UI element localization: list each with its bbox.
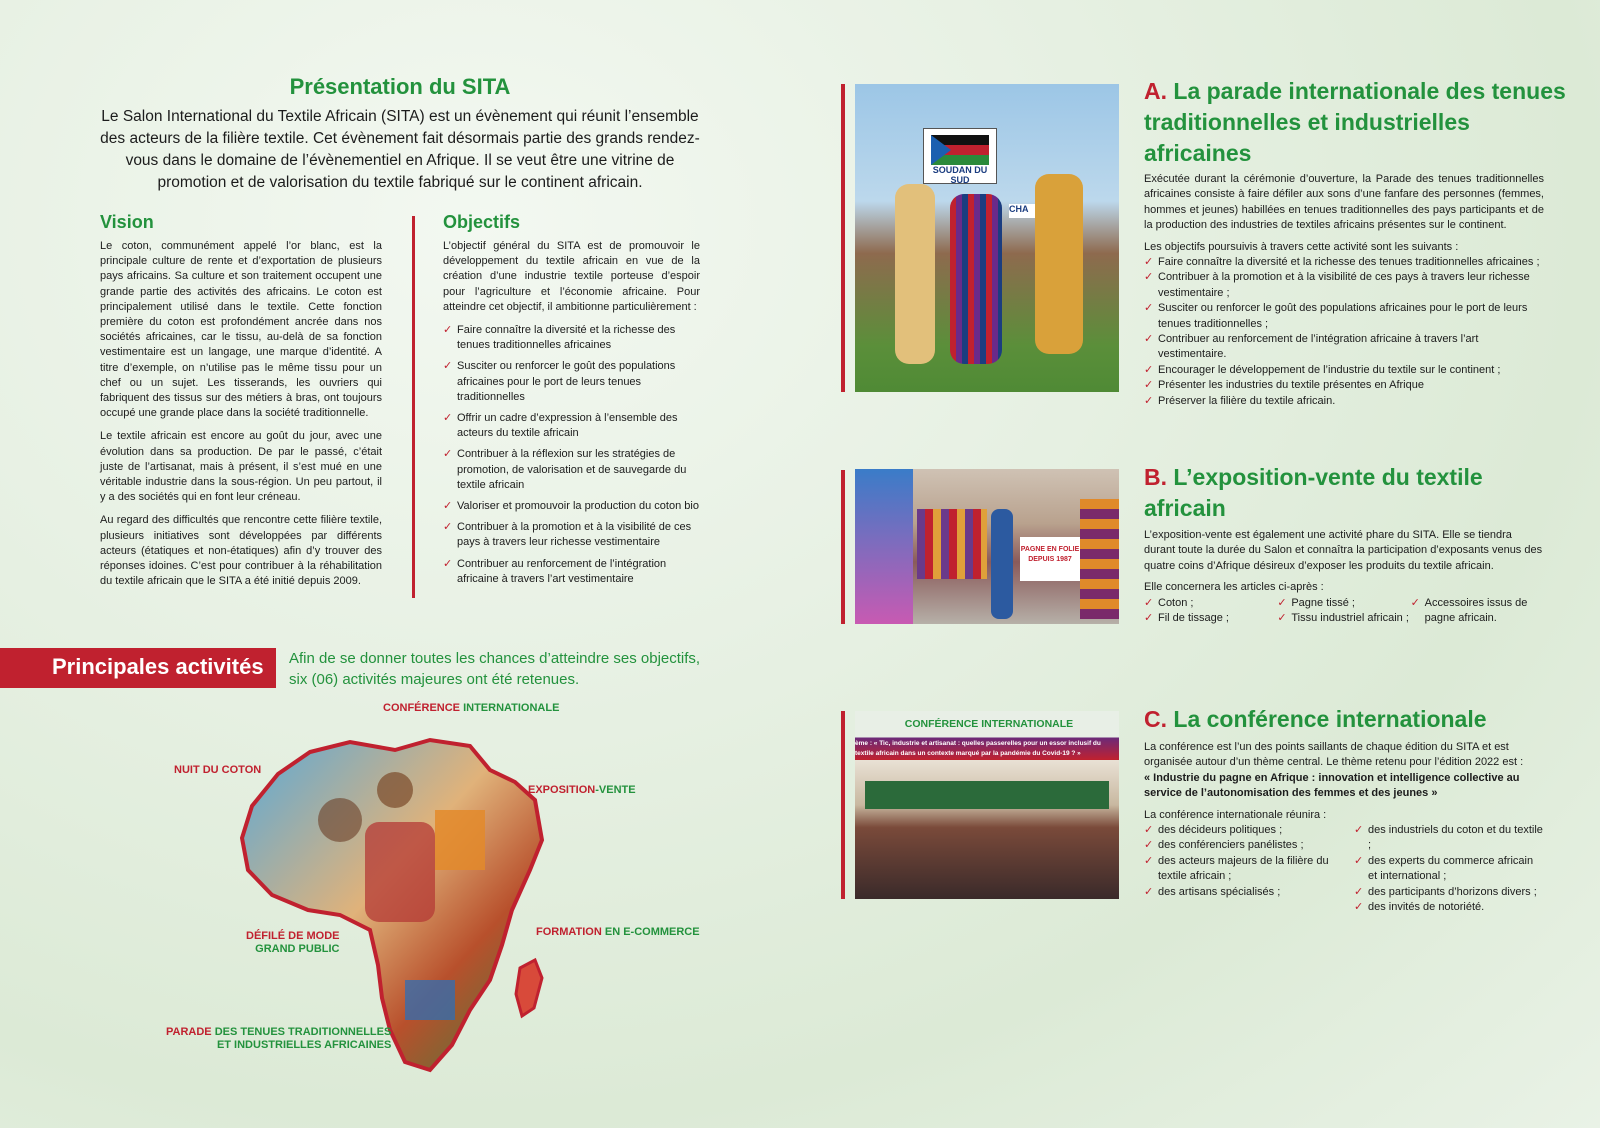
vision-paragraph: Au regard des difficultés que rencontre cette filière textile, plusieurs initiatives sont développées par différents acteurs (étatiques et non-étatiques) afin d’y trouver des réponses idoines. C’est pour contribuer à la réhabilitation du textile africain que le SITA a été initié depuis 2009. [100,514,382,588]
map-label-nuit: NUIT DU COTON [174,764,262,776]
presentation-title: Présentation du SITA [289,74,511,99]
people-figure [365,822,435,922]
flag-sign: SOUDAN DU SUD [923,128,997,184]
objectifs-list [443,323,700,587]
list-item: ✓ Encourager le développement de l’industrie du textile sur le continent ; [1144,363,1544,378]
vision-column [100,212,382,597]
list-item: ✓ Susciter ou renforcer le goût des populations africaines pour le port de leurs tenues traditionnelles [443,359,700,405]
map-label-parade: PARADE DES TENUES TRADITIONNELLES ET INDUSTRIELLES AFRICAINES [166,1026,392,1051]
list-item: ✓ Susciter ou renforcer le goût des populations africaines pour le port de leurs tenues traditionnelles ; [1144,301,1544,332]
section-b-list-2 [1277,596,1410,627]
section-a-bar [841,84,845,392]
south-sudan-flag [931,135,989,165]
person-figure [895,184,935,364]
section-b-lead: Elle concernera les articles ci-après : [1144,581,1324,594]
stand-banner [855,469,913,624]
section-c-text [1144,740,1544,915]
map-label-conference: CONFÉRENCE INTERNATIONALE [383,702,560,714]
list-item: ✓ Offrir un cadre d’expression à l’ensemble des acteurs du textile africain [443,411,700,441]
list-item: ✓ Faire connaître la diversité et la richesse des tenues traditionnelles africaines ; [1144,255,1544,270]
list-item: ✓ des décideurs politiques ; [1144,823,1334,838]
section-a-text [1144,172,1544,409]
section-b-items [1144,596,1544,627]
fabric-display [1080,499,1119,619]
section-a-title: A. La parade internationale des tenues traditionnelles et industrielles africaines [1144,78,1566,166]
list-item: ✓ Pagne tissé ; [1277,596,1410,611]
section-c-title: C. La conférence internationale [1144,706,1487,732]
exhibition-photo [855,469,1119,624]
list-item: ✓ Tissu industriel africain ; [1277,611,1410,626]
list-item: ✓ des acteurs majeurs de la filière du textile africain ; [1144,854,1334,885]
people-figure [318,798,362,842]
parade-figure [405,980,455,1020]
list-item: ✓ Accessoires issus de pagne africain. [1411,596,1544,627]
section-c-intro: La conférence est l’un des points saillants de chaque édition du SITA et est organisée autour d’un thème central. Le thème retenu pour l’édition 2022 est : [1144,741,1524,769]
list-item: ✓ Contribuer à la promotion et à la visibilité de ces pays à travers leur richesse vestimentaire ; [1144,270,1544,301]
map-label-defile: DÉFILÉ DE MODE GRAND PUBLIC [246,930,340,955]
list-item: ✓ des invités de notoriété. [1354,900,1544,915]
section-c-theme: « Industrie du pagne en Afrique : innovation et intelligence collective au service de l’autonomisation des femmes et des jeunes » [1144,771,1520,800]
conference-banner: CONFÉRENCE INTERNATIONALE [904,718,1074,730]
section-c-list-1 [1144,823,1354,915]
parade-photo [855,84,1119,392]
list-item: ✓ des industriels du coton et du textile ; [1354,823,1544,854]
vision-paragraph: Le textile africain est encore au goût du jour, avec une évolution dans sa production. De par le passé, c’était juste de l’artisanat, mais à présent, il s’est mué en une véritable industrie dans la sous-région. Un peu partout, il y a des sociétés qui en font leur créneau. [100,430,382,504]
fabric-display [917,509,987,579]
column-divider [412,216,415,598]
section-c-list-2 [1354,823,1544,915]
section-a-lead: Les objectifs poursuivis à travers cette activité sont les suivants : [1144,240,1459,253]
africa-map [166,702,710,1100]
list-item: ✓ des conférenciers panélistes ; [1144,838,1334,853]
conference-theme-banner: ème : « Tic, industrie et artisanat : quelles passerelles pour un essor inclusif du textile africain dans un contexte marqué par la pandémie du Covid-19 ? » [855,740,1101,757]
list-item: ✓ Contribuer à la réflexion sur les stratégies de promotion, de valorisation et de sauvegarde du textile africain [443,447,700,493]
section-b-list-1 [1144,596,1277,627]
section-b-list-3 [1411,596,1544,627]
conference-photo [855,711,1119,899]
map-label-formation: FORMATION EN E-COMMERCE [536,926,700,938]
list-item: ✓ Faire connaître la diversité et la richesse des tenues traditionnelles africaines [443,323,700,353]
people-figure [377,772,413,808]
objectifs-title: Objectifs [443,212,521,232]
section-b-text [1144,528,1544,626]
objectifs-column [443,212,700,593]
vision-title: Vision [100,212,154,232]
section-a-intro: Exécutée durant la cérémonie d’ouverture, la Parade des tenues traditionnelles africaines consiste à faire défiler aux sons d’une fanfare des personnes (femmes, hommes et jeunes) habillées en tenues traditionnelles des pays participants et de la production des industries de textiles africains présentes sur le continent. [1144,173,1544,232]
conference-table [865,781,1109,809]
list-item: ✓ des participants d’horizons divers ; [1354,885,1544,900]
fabric-figure [435,810,485,870]
person-figure [950,194,1002,364]
section-c-lead: La conférence internationale réunira : [1144,808,1327,821]
section-b-title: B. L’exposition-vente du textile africain [1144,464,1483,521]
presentation-body: Le Salon International du Textile Africain (SITA) est un évènement qui réunit l’ensemble des acteurs de la filière textile. Cet évènement fait désormais partie des grands rendez-vous dans le domaine de l’évènementiel en Afrique. Il se veut être une vitrine de promotion et de valorisation du textile fabriqué sur le continent africain. [100,108,700,191]
list-item: ✓ Fil de tissage ; [1144,611,1277,626]
list-item: ✓ Contribuer au renforcement de l’intégration africaine à travers l’art vestimentaire [443,557,700,587]
flag-sign-2: CHA [1009,204,1035,218]
map-label-exposition: EXPOSITION-VENTE [528,784,636,796]
list-item: ✓ Contribuer à la promotion et à la visibilité de ces pays à travers leur richesse vestimentaire [443,520,700,550]
madagascar-shape [516,960,542,1016]
list-item: ✓ Contribuer au renforcement de l’intégration africaine à travers l’art vestimentaire. [1144,332,1544,363]
list-item: ✓ Présenter les industries du textile présentes en Afrique [1144,378,1544,393]
objectifs-intro: L’objectif général du SITA est de promouvoir le développement du textile africain en vue de la création d’une industrie textile porteuse d’espoir pour l’agriculture et l’économie africaine. Pour atteindre cet objectif, il ambitionne particulièrement : [443,240,700,313]
vision-paragraph: Le coton, communément appelé l’or blanc, est la principale culture de rente et d’exportation de plusieurs pays africains. Sa culture et son traitement occupent une grande partie des activités des africains. Le coton est principalement utilisé dans le textile. Cette fonction première du coton est profondément ancrée dans nos sociétés africaines, car le tissu, au-delà de sa fonction vestimentaire est un langage, une marque d’identité. A titre d’exemple, on n’utilise pas le même tissu pour un chef ou un sujet. Les tisserands, les ouvriers qui fabriquent des tissus sur des métiers à bras, ont toujours occupé une grande place dans la société traditionnelle. [100,240,382,420]
list-item: ✓ des artisans spécialisés ; [1144,885,1334,900]
section-c-bar [841,711,845,899]
list-item: ✓ Préserver la filière du textile africain. [1144,394,1544,409]
section-a-list [1144,255,1544,409]
section-b-intro: L’exposition-vente est également une activité phare du SITA. Elle se tiendra durant toute la durée du Salon et connaîtra la participation d’exposants venus des quatre coins d’Afrique désireux d’exposer les produits du textile africain. [1144,529,1543,572]
section-b-bar [841,470,845,624]
list-item: ✓ Valoriser et promouvoir la production du coton bio [443,499,700,514]
section-c-items [1144,823,1544,915]
person-figure [1035,174,1083,354]
activities-description: Afin de se donner toutes les chances d’atteindre ses objectifs, six (06) activités majeures ont été retenues. [289,650,701,688]
person-figure [991,509,1013,619]
list-item: ✓ des experts du commerce africain et international ; [1354,854,1544,885]
list-item: ✓ Coton ; [1144,596,1277,611]
activities-banner: Principales activités [0,648,276,688]
stand-sign: PAGNE EN FOLIE DEPUIS 1987 [1020,537,1080,581]
